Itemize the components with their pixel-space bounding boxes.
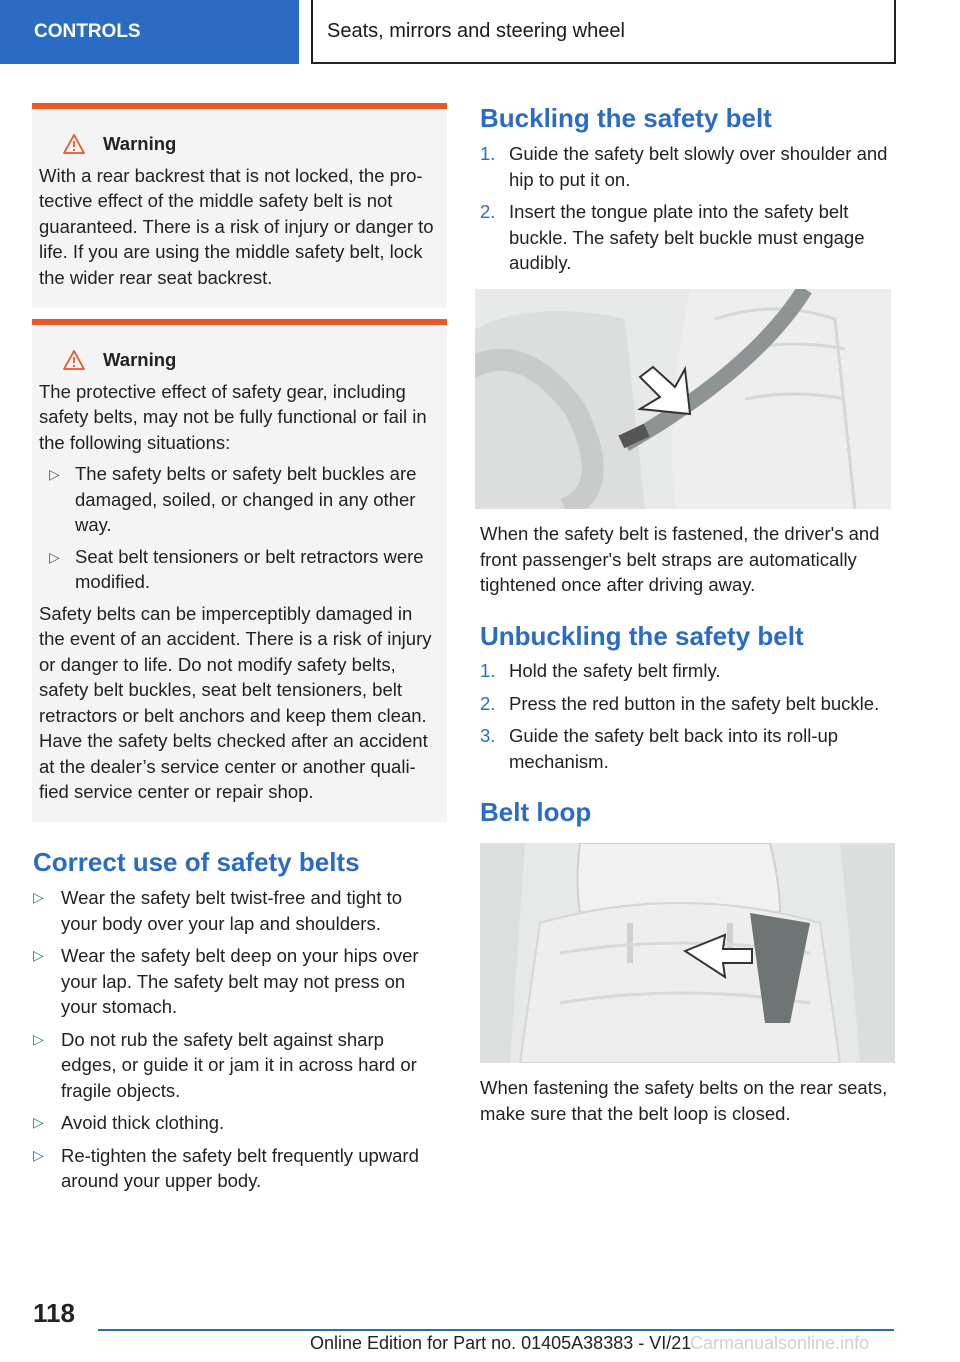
section-tab: CONTROLS — [0, 0, 299, 64]
warning-outro: Safety belts can be imperceptibly damaged in the event of an accident. There is a risk of injury or danger to life. Do not modify safety belts, safety belt buckles, seat belt tensioners, belt retractors or belt anchors and keep them clean. Have the safety belts checked after an accident at the dealer’s service center or another quali-fied service center or repair shop. — [39, 602, 432, 802]
footer-edition: Online Edition for Part no. 01405A38383 - VI/21 — [310, 1333, 692, 1353]
list-item: ▷ Re-tighten the safety belt frequently upward around your upper body. — [33, 1144, 419, 1191]
list-item: ▷ Wear the safety belt deep on your hips over your lap. The safety belt may not press on your stomach. — [33, 945, 419, 1017]
list-item: ▷ Seat belt tensioners or belt retractors were modified. — [49, 545, 424, 592]
warning-triangle-icon — [63, 350, 85, 370]
correct-use-list — [33, 885, 443, 1201]
warning-box-2 — [32, 319, 447, 822]
buckling-steps — [480, 141, 895, 283]
section-heading-correct-use: Correct use of safety belts — [33, 847, 360, 877]
list-item: 3. Guide the safety belt back into its roll-up mechanism. — [480, 725, 839, 772]
page-number: 118 — [33, 1298, 75, 1328]
list-item: 1. Guide the safety belt slowly over shoulder and hip to put it on. — [480, 143, 888, 190]
bullet-triangle-icon: ▷ — [33, 1146, 44, 1163]
section-heading-unbuckling: Unbuckling the safety belt — [480, 621, 804, 651]
warning-list — [39, 461, 439, 595]
bullet-triangle-icon: ▷ — [33, 1114, 44, 1130]
warning-title-text: Warning — [103, 133, 177, 154]
warning-triangle-icon — [63, 134, 85, 154]
bullet-triangle-icon: ▷ — [33, 947, 44, 963]
section-heading-belt-loop: Belt loop — [480, 797, 592, 827]
bullet-triangle-icon: ▷ — [33, 1030, 44, 1047]
list-item: 2. Insert the tongue plate into the safety belt buckle. The safety belt buckle must engage audibly. — [480, 201, 865, 273]
warning-box-1 — [32, 103, 447, 308]
list-item: 2. Press the red button in the safety belt buckle. — [480, 692, 880, 714]
belt-loop-illustration — [480, 843, 895, 1063]
warning-heading — [63, 347, 439, 373]
unbuckling-steps — [480, 658, 898, 781]
list-item: ▷ The safety belts or safety belt buckles are damaged, soiled, or changed in any other way. — [49, 463, 417, 535]
watermark: Carmanualsonline.info — [690, 1333, 870, 1353]
warning-intro: The protective effect of safety gear, including safety belts, may not be fully functional or fail in the following situations: — [39, 380, 427, 453]
warning-heading — [63, 131, 439, 157]
list-item: 1. Hold the safety belt firmly. — [480, 660, 721, 681]
warning-title-text: Warning — [103, 349, 177, 370]
bullet-triangle-icon: ▷ — [49, 548, 60, 565]
footer-divider — [98, 1329, 894, 1331]
list-item: ▷ Do not rub the safety belt against sharp edges, or guide it or jam it in across hard or fragile objects. — [33, 1028, 417, 1101]
buckling-note: When the safety belt is fastened, the driver's and front passenger's belt straps are automatically tightened once after driving away. — [480, 523, 880, 595]
list-item: ▷ Wear the safety belt twist-free and tight to your body over your lap and shoulders. — [33, 887, 403, 934]
bullet-triangle-icon: ▷ — [33, 889, 44, 905]
bullet-triangle-icon: ▷ — [49, 466, 60, 482]
buckling-illustration — [475, 289, 891, 509]
chapter-title: Seats, mirrors and steering wheel — [311, 0, 896, 64]
section-heading-buckling: Buckling the safety belt — [480, 103, 772, 133]
warning-text: With a rear backrest that is not locked, the pro-tective effect of the middle safety belt is not guaranteed. There is a risk of injury or danger to life. If you are using the middle safety belt, lock the wider rear seat backrest. — [39, 164, 434, 288]
belt-loop-note: When fastening the safety belts on the rear seats, make sure that the belt loop is closed. — [480, 1077, 888, 1124]
list-item: ▷ Avoid thick clothing. — [33, 1110, 443, 1136]
